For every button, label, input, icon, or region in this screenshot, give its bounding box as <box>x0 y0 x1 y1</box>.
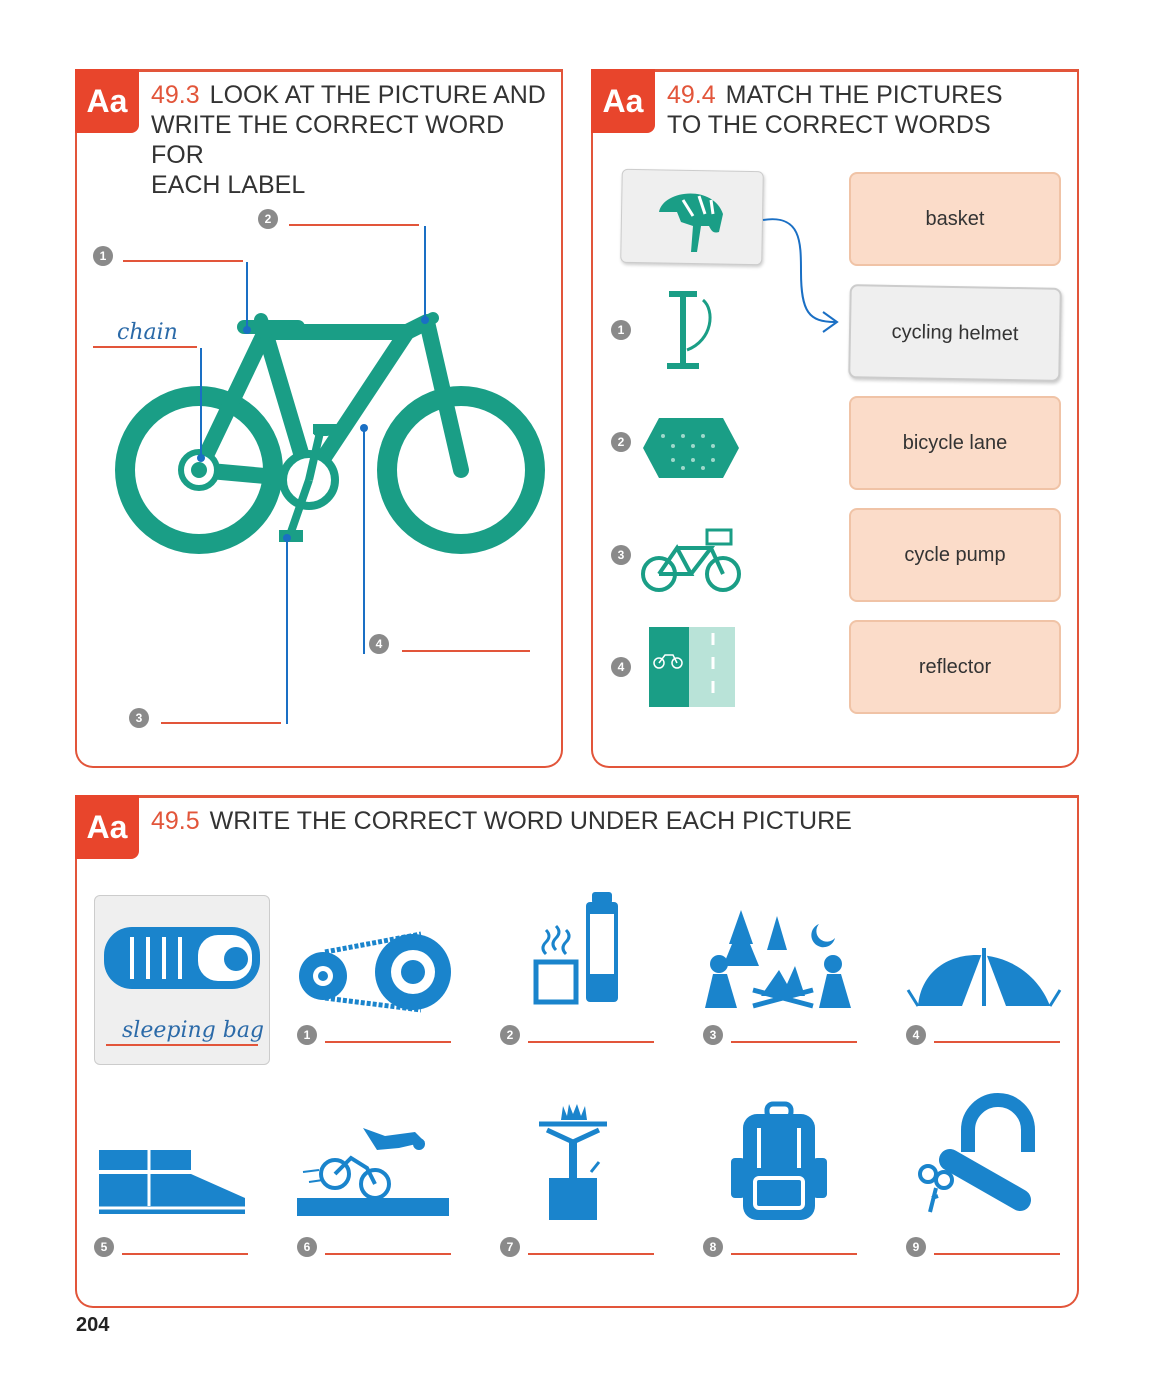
picture-badge-9: 9 <box>906 1237 926 1257</box>
picture-badge-3: 3 <box>611 545 631 565</box>
aa-badge: Aa <box>75 69 139 133</box>
answer-line-4[interactable] <box>402 650 530 652</box>
cycle-pump-icon <box>663 290 723 370</box>
example-answer-line <box>93 346 197 348</box>
example-answer-sleeping-bag: sleeping bag <box>122 1018 265 1043</box>
picture-badge-2: 2 <box>611 432 631 452</box>
reflector-icon <box>643 416 739 480</box>
word-card-cycle-pump[interactable]: cycle pump <box>849 508 1061 602</box>
bike-chain-icon <box>295 928 455 1018</box>
picture-badge-4: 4 <box>906 1025 926 1045</box>
word-card-cycling-helmet[interactable]: cycling helmet <box>848 284 1062 382</box>
camping-stove-icon <box>533 1102 613 1222</box>
backpack-icon <box>729 1102 829 1222</box>
heading-line-3: EACH LABEL <box>151 171 306 199</box>
label-badge-1: 1 <box>93 246 113 266</box>
word-card-basket[interactable]: basket <box>849 172 1061 266</box>
bike-lock-icon <box>910 1100 1060 1220</box>
picture-badge-2: 2 <box>500 1025 520 1045</box>
bike-crash-icon <box>295 1118 451 1218</box>
sleeping-bag-icon <box>102 923 262 993</box>
helmet-icon <box>653 182 733 262</box>
exercise-number: 49.5 <box>151 807 200 835</box>
exercise-number: 49.4 <box>667 81 716 109</box>
picture-badge-3: 3 <box>703 1025 723 1045</box>
heading-line-2: TO THE CORRECT WORDS <box>667 111 991 139</box>
answer-line-3[interactable] <box>731 1041 857 1043</box>
bicycle-basket-icon <box>639 526 743 596</box>
label-badge-4: 4 <box>369 634 389 654</box>
answer-line-1[interactable] <box>123 260 243 262</box>
flask-and-cup-icon <box>532 890 632 1006</box>
picture-badge-8: 8 <box>703 1237 723 1257</box>
heading-line-1: MATCH THE PICTURES <box>725 81 1003 109</box>
example-answer-chain: chain <box>117 320 178 345</box>
answer-line-1[interactable] <box>325 1041 451 1043</box>
exercise-heading <box>151 806 852 836</box>
answer-line-5[interactable] <box>122 1253 248 1255</box>
exercise-number: 49.3 <box>151 81 200 109</box>
label-badge-2: 2 <box>258 209 278 229</box>
exercise-49-4-panel <box>591 69 1079 768</box>
answer-line-7[interactable] <box>528 1253 654 1255</box>
picture-badge-7: 7 <box>500 1237 520 1257</box>
boots-icon <box>95 1148 247 1218</box>
page-number: 204 <box>76 1314 110 1336</box>
aa-badge: Aa <box>75 795 139 859</box>
exercise-49-3-panel <box>75 69 563 768</box>
picture-badge-4: 4 <box>611 657 631 677</box>
heading-line-2: WRITE THE CORRECT WORD FOR <box>151 111 505 169</box>
picture-badge-1: 1 <box>611 320 631 340</box>
tent-icon <box>904 928 1064 1008</box>
answer-line-2[interactable] <box>528 1041 654 1043</box>
label-badge-3: 3 <box>129 708 149 728</box>
bicycle-illustration <box>77 72 561 766</box>
answer-line-4[interactable] <box>934 1041 1060 1043</box>
aa-badge: Aa <box>591 69 655 133</box>
exercise-49-5-panel <box>75 795 1079 1308</box>
picture-badge-1: 1 <box>297 1025 317 1045</box>
bicycle-lane-icon <box>649 627 735 707</box>
heading-line-1: LOOK AT THE PICTURE AND <box>209 81 546 109</box>
heading-line: WRITE THE CORRECT WORD UNDER EACH PICTURE <box>209 807 852 835</box>
answer-line-3[interactable] <box>161 722 281 724</box>
example-answer-line <box>106 1044 258 1046</box>
exercise-heading <box>667 80 1003 140</box>
campfire-icon <box>701 910 857 1010</box>
word-card-bicycle-lane[interactable]: bicycle lane <box>849 396 1061 490</box>
answer-line-6[interactable] <box>325 1253 451 1255</box>
answer-line-9[interactable] <box>934 1253 1060 1255</box>
answer-line-8[interactable] <box>731 1253 857 1255</box>
picture-badge-6: 6 <box>297 1237 317 1257</box>
word-card-reflector[interactable]: reflector <box>849 620 1061 714</box>
picture-badge-5: 5 <box>94 1237 114 1257</box>
answer-line-2[interactable] <box>289 224 419 226</box>
